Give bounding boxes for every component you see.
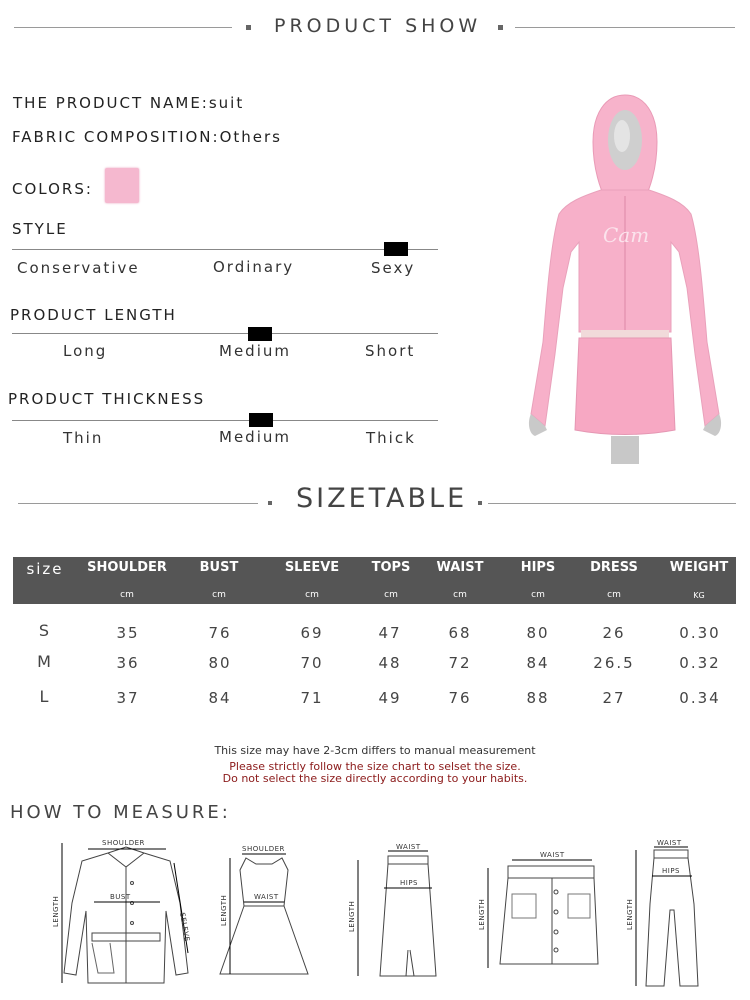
note-follow-size-chart: Please strictly follow the size chart to selset the size. [229,760,521,773]
jacket-measure-sketch [48,833,204,993]
table-cell: 26.5 [593,654,635,672]
scale-thickness-label-thin: Thin [63,429,104,447]
color-swatch-pink[interactable] [105,168,139,203]
jacket-sleeve-label: SELEVE [178,911,192,943]
scale-style-label-ordinary: Ordinary [213,258,295,276]
sizetable-line-left [18,503,258,504]
col-header-weight: WEIGHT [669,560,729,575]
scale-thickness-label-medium: Medium [219,428,291,446]
table-cell: 47 [378,624,402,642]
dress-waist-label: WAIST [254,893,279,901]
size-cell-s: S [38,621,52,640]
table-cell: 71 [300,689,324,707]
table-cell: 84 [208,689,232,707]
svg-text:Cam: Cam [603,223,650,247]
scale-length-title: PRODUCT LENGTH [10,306,177,324]
product-name [13,94,244,112]
scale-thickness-label-thick: Thick [366,429,416,447]
header-square-left [246,25,251,30]
table-cell: 70 [300,654,324,672]
scale-style-marker [384,242,408,256]
scale-length-label-short: Short [365,342,416,360]
col-header-dress: DRESS [590,560,638,575]
table-cell: 76 [448,689,472,707]
note-measurement-difference: This size may have 2-3cm differs to manual measurement [214,744,536,757]
col-unit-bust: cm [212,590,226,600]
sizetable-title: SIZETABLE [296,483,468,514]
skirt-measure-sketch [344,840,444,990]
col-unit-dress: cm [607,590,621,600]
how-to-measure-title: HOW TO MEASURE: [10,802,231,823]
scale-length-label-medium: Medium [219,342,291,360]
shorts-measure-sketch [474,846,610,976]
note-do-not-select-by-habit: Do not select the size directly according to your habits. [222,772,528,785]
scale-style-line [12,249,438,250]
sizetable-square-right [478,501,482,505]
sizetable-line-right [488,503,736,504]
scale-thickness-title: PRODUCT THICKNESS [8,390,206,408]
page-title: PRODUCT SHOW [274,15,482,37]
table-cell: 80 [526,624,550,642]
col-unit-hips: cm [531,590,545,600]
skirt-hips-label: HIPS [400,879,418,887]
size-cell-l: L [39,687,51,706]
jacket-bust-label: BUST [110,893,131,901]
fabric-label: FABRIC COMPOSITION: [12,128,220,146]
col-header-bust: BUST [199,560,239,575]
table-cell: 80 [208,654,232,672]
product-name-label: THE PRODUCT NAME: [13,94,209,112]
header-line-left [14,27,232,28]
col-unit-waist: cm [453,590,467,600]
dress-shoulder-label: SHOULDER [242,845,285,853]
table-cell: 37 [116,689,140,707]
table-cell: 49 [378,689,402,707]
table-cell: 27 [602,689,626,707]
size-column-header: size [26,560,64,578]
table-cell: 48 [378,654,402,672]
table-cell: 72 [448,654,472,672]
colors-label: COLORS: [12,180,93,198]
col-header-waist: WAIST [436,560,484,575]
product-photo [523,92,727,464]
scale-length-label-long: Long [63,342,108,360]
table-cell: 0.34 [679,689,721,707]
table-cell: 35 [116,624,140,642]
skirt-length-label: LENGTH [348,900,356,932]
pants-hips-label: HIPS [662,867,680,875]
product-name-value: suit [208,94,245,112]
table-cell: 26 [602,624,626,642]
col-unit-tops: cm [384,590,398,600]
size-cell-m: M [37,652,53,671]
table-cell: 76 [208,624,232,642]
col-header-tops: TOPS [371,560,411,575]
sizetable-square-left [268,501,272,505]
table-cell: 0.30 [679,624,721,642]
pants-length-label: LENGTH [626,898,634,930]
pants-waist-label: WAIST [657,840,682,847]
col-header-sleeve: SLEEVE [284,560,340,575]
fabric-composition [12,128,282,146]
header-line-right [515,27,735,28]
scale-style-label-conservative: Conservative [17,259,140,277]
scale-length-marker [248,327,272,341]
col-unit-sleeve: cm [305,590,319,600]
table-cell: 68 [448,624,472,642]
table-cell: 69 [300,624,324,642]
dress-length-label: LENGTH [220,894,228,926]
scale-style-title: STYLE [12,220,68,238]
dress-measure-sketch [214,840,314,990]
col-unit-weight: KG [693,591,705,600]
pants-measure-sketch [624,840,728,990]
col-unit-shoulder: cm [120,590,134,600]
skirt-waist-label: WAIST [396,843,421,851]
jacket-length-label: LENGTH [52,895,60,927]
col-header-hips: HIPS [520,560,556,575]
scale-thickness-marker [249,413,273,427]
table-cell: 84 [526,654,550,672]
col-header-shoulder: SHOULDER [87,560,167,575]
table-cell: 36 [116,654,140,672]
scale-length-line [12,333,438,334]
scale-style-label-sexy: Sexy [371,259,416,277]
scale-thickness-line [12,420,438,421]
shorts-waist-label: WAIST [540,851,565,859]
fabric-value: Others [219,128,282,146]
shorts-length-label: LENGTH [478,898,486,930]
table-cell: 88 [526,689,550,707]
table-cell: 0.32 [679,654,721,672]
jacket-shoulder-label: SHOULDER [102,839,145,847]
header-square-right [498,25,503,30]
